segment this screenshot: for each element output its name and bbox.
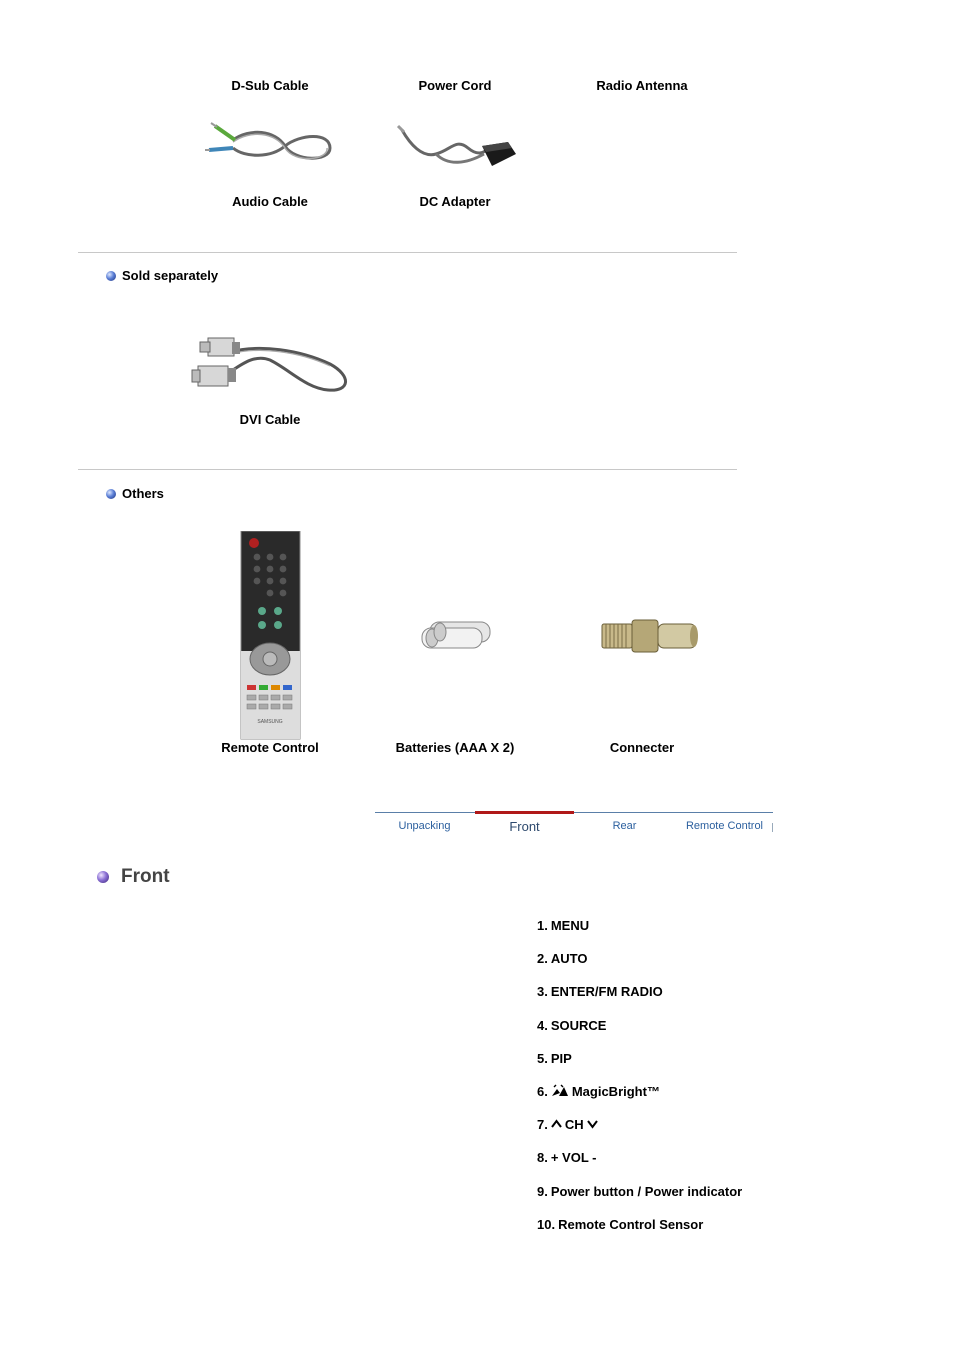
- item-text: CH: [564, 1117, 584, 1133]
- section-sold-separately: [106, 268, 218, 283]
- tab-rear[interactable]: Rear: [612, 820, 637, 832]
- item-text: MagicBright™: [571, 1083, 660, 1099]
- item-number: 8.: [537, 1150, 548, 1166]
- page-title: Front: [121, 866, 170, 887]
- batteries-image: [418, 618, 494, 652]
- list-item: [537, 1217, 742, 1250]
- tab-front[interactable]: Front: [475, 811, 574, 838]
- front-controls-list: [537, 918, 742, 1250]
- label-d-sub-cable: D-Sub Cable: [231, 78, 309, 93]
- item-text: ENTER/FM RADIO: [550, 984, 663, 1000]
- dvi-cable-image: [190, 330, 350, 396]
- label-dc-adapter: DC Adapter: [419, 194, 491, 209]
- section-heading: Others: [122, 486, 164, 501]
- magicbright-icon: [551, 1084, 569, 1098]
- dc-adapter-image: [396, 124, 518, 170]
- list-item: [537, 951, 742, 984]
- label-dvi-cable: DVI Cable: [239, 412, 301, 427]
- bullet-icon: [106, 489, 116, 499]
- bullet-icon: [106, 271, 116, 281]
- label-power-cord: Power Cord: [418, 78, 492, 93]
- item-text: MENU: [550, 918, 590, 933]
- item-text: SOURCE: [550, 1017, 607, 1033]
- label-batteries: Batteries (AAA X 2): [395, 740, 515, 755]
- item-text: + VOL -: [550, 1150, 597, 1166]
- item-number: 3.: [537, 984, 548, 1000]
- front-heading: [97, 866, 170, 888]
- item-number: 5.: [537, 1050, 548, 1066]
- section-others: [106, 486, 164, 501]
- item-number: 2.: [537, 951, 548, 967]
- nav-tabs: [375, 812, 773, 837]
- list-item: [537, 918, 742, 951]
- remote-control-image: [240, 531, 302, 741]
- label-audio-cable: Audio Cable: [232, 194, 308, 209]
- audio-cable-image: [205, 118, 335, 168]
- item-text: PIP: [550, 1050, 572, 1066]
- divider: [78, 252, 737, 253]
- list-item: [537, 1018, 742, 1051]
- bullet-icon: [97, 871, 109, 883]
- list-item: [537, 1117, 742, 1150]
- list-item: [537, 1150, 742, 1183]
- item-number: 7.: [537, 1117, 548, 1133]
- connector-image: [600, 616, 700, 656]
- list-item: [537, 984, 742, 1017]
- tab-remote-control[interactable]: Remote Control: [685, 820, 764, 832]
- remote-brand-text: SAMSUNG: [257, 719, 283, 725]
- item-text: Power button / Power indicator: [550, 1183, 743, 1199]
- list-item: [537, 1084, 742, 1117]
- item-text: Remote Control Sensor: [558, 1216, 704, 1232]
- chevron-down-icon: [587, 1117, 598, 1129]
- item-number: 4.: [537, 1017, 548, 1033]
- item-number: 10.: [537, 1216, 556, 1232]
- list-item: [537, 1184, 742, 1217]
- label-radio-antenna: Radio Antenna: [596, 78, 688, 93]
- item-number: 6.: [537, 1083, 548, 1099]
- section-heading: Sold separately: [122, 268, 219, 283]
- list-item: [537, 1051, 742, 1084]
- item-number: 1.: [537, 918, 548, 933]
- label-remote-control: Remote Control: [221, 740, 319, 755]
- tab-end-separator: [772, 823, 773, 832]
- item-number: 9.: [537, 1183, 548, 1199]
- chevron-up-icon: [551, 1117, 562, 1129]
- label-connecter: Connecter: [609, 740, 675, 755]
- tab-unpacking[interactable]: Unpacking: [398, 820, 451, 832]
- divider: [78, 469, 737, 470]
- item-text: AUTO: [550, 951, 588, 967]
